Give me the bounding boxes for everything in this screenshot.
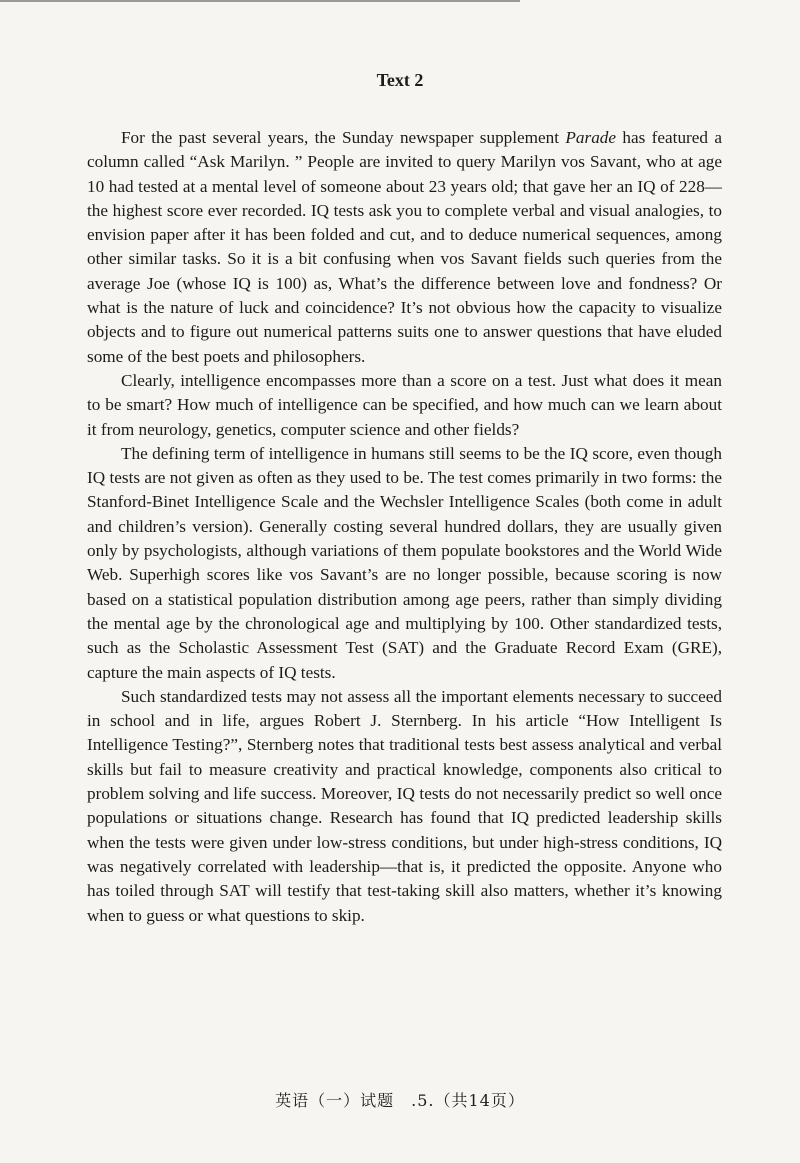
publication-title: Parade xyxy=(565,128,617,147)
paragraph-3: The defining term of intelligence in humans still seems to be the IQ score, even though IQ tests are not given as often as they used to be. The test comes primarily in two forms: the Stanford-Binet Intelligence Scale and the Wechsler Intelligence Scales (both come in adult and children’s version). Generally costing several hundred dollars, they are usually given only by psychologists, although variations of them populate bookstores and the World Wide Web. Superhigh scores like vos Savant’s are no longer possible, because scoring is now based on a statistical population distribution among age peers, rather than simply dividing the mental age by the chronological age and multiplying by 100. Other standardized tests, such as the Scholastic Assessment Test (SAT) and the Graduate Record Exam (GRE), capture the main aspects of IQ tests. xyxy=(87,443,722,682)
page-footer: 英语（一）试题 .5.（共14页） xyxy=(275,1091,525,1110)
paragraph-1 xyxy=(87,126,722,369)
paragraph-2: Clearly, intelligence encompasses more than a score on a test. Just what does it mean to be smart? How much of intelligence can be specified, and how much can we learn about it from neurology, genetics, computer science and other fields? xyxy=(87,370,722,439)
paragraph-4: Such standardized tests may not assess all the important elements necessary to succeed in school and in life, argues Robert J. Sternberg. In his article “How Intelligent Is Intelligence Testing?”, Sternberg notes that traditional tests best assess analytical and verbal skills but fail to measure creativity and practical knowledge, components also critical to problem solving and life success. Moreover, IQ tests do not necessarily predict so well once populations or situations change. Research has found that IQ predicted leadership skills when the tests were given under low-stress conditions, but under high-stress conditions, IQ was negatively correlated with leadership—that is, it predicted the opposite. Anyone who has toiled through SAT will testify that test-taking skill also matters, whether it’s knowing when to guess or what questions to skip. xyxy=(87,686,722,925)
paragraph-1-start: For the past several years, the Sunday newspaper supplement xyxy=(121,128,566,147)
paragraph-1-rest: has featured a column called “Ask Marilyn. ” People are invited to query Marilyn vos Savant, who at age 10 had tested at a mental level of someone about 23 years old; that gave her an IQ of 228—the highest score ever recorded. IQ tests ask you to complete verbal and visual analogies, to envision paper after it has been folded and cut, and to deduce numerical sequences, among other similar tasks. So it is a bit confusing when vos Savant fields such queries from the average Joe (whose IQ is 100) as, What’s the difference between love and fondness? Or what is the nature of luck and coincidence? It’s not obvious how the capacity to visualize objects and to figure out numerical patterns suits one to answer questions that have eluded some of the best poets and philosophers. xyxy=(87,128,722,366)
page-title: Text 2 xyxy=(376,70,424,90)
passage-body xyxy=(87,126,722,928)
top-rule xyxy=(0,0,520,2)
